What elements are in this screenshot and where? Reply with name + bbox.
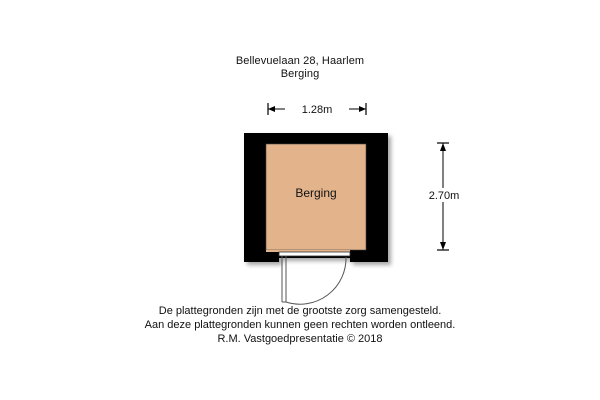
width-label: 1.28m — [301, 104, 333, 116]
wall-block-right-bottom — [350, 250, 388, 262]
disclaimer-line-2: Aan deze plattegronden kunnen geen rechten worden ontleend. — [144, 319, 456, 331]
depth-arrow-top — [440, 143, 446, 151]
room-label: Berging — [295, 186, 337, 200]
door-swing-arc — [286, 257, 346, 304]
width-dimension — [268, 102, 366, 116]
depth-label: 2.70m — [428, 190, 460, 202]
depth-arrow-bottom — [440, 242, 446, 250]
door — [279, 252, 350, 304]
copyright-line: R.M. Vastgoedpresentatie © 2018 — [217, 333, 383, 345]
disclaimer-line-1: De plattegronden zijn met de grootste zorg samengesteld. — [158, 305, 442, 317]
width-arrow-right — [359, 106, 366, 112]
plan-subtitle: Berging — [280, 68, 320, 80]
address-title: Bellevuelaan 28, Haarlem — [235, 55, 365, 67]
door-frame — [279, 252, 350, 256]
depth-dimension — [419, 143, 469, 250]
width-arrow-left — [268, 106, 275, 112]
